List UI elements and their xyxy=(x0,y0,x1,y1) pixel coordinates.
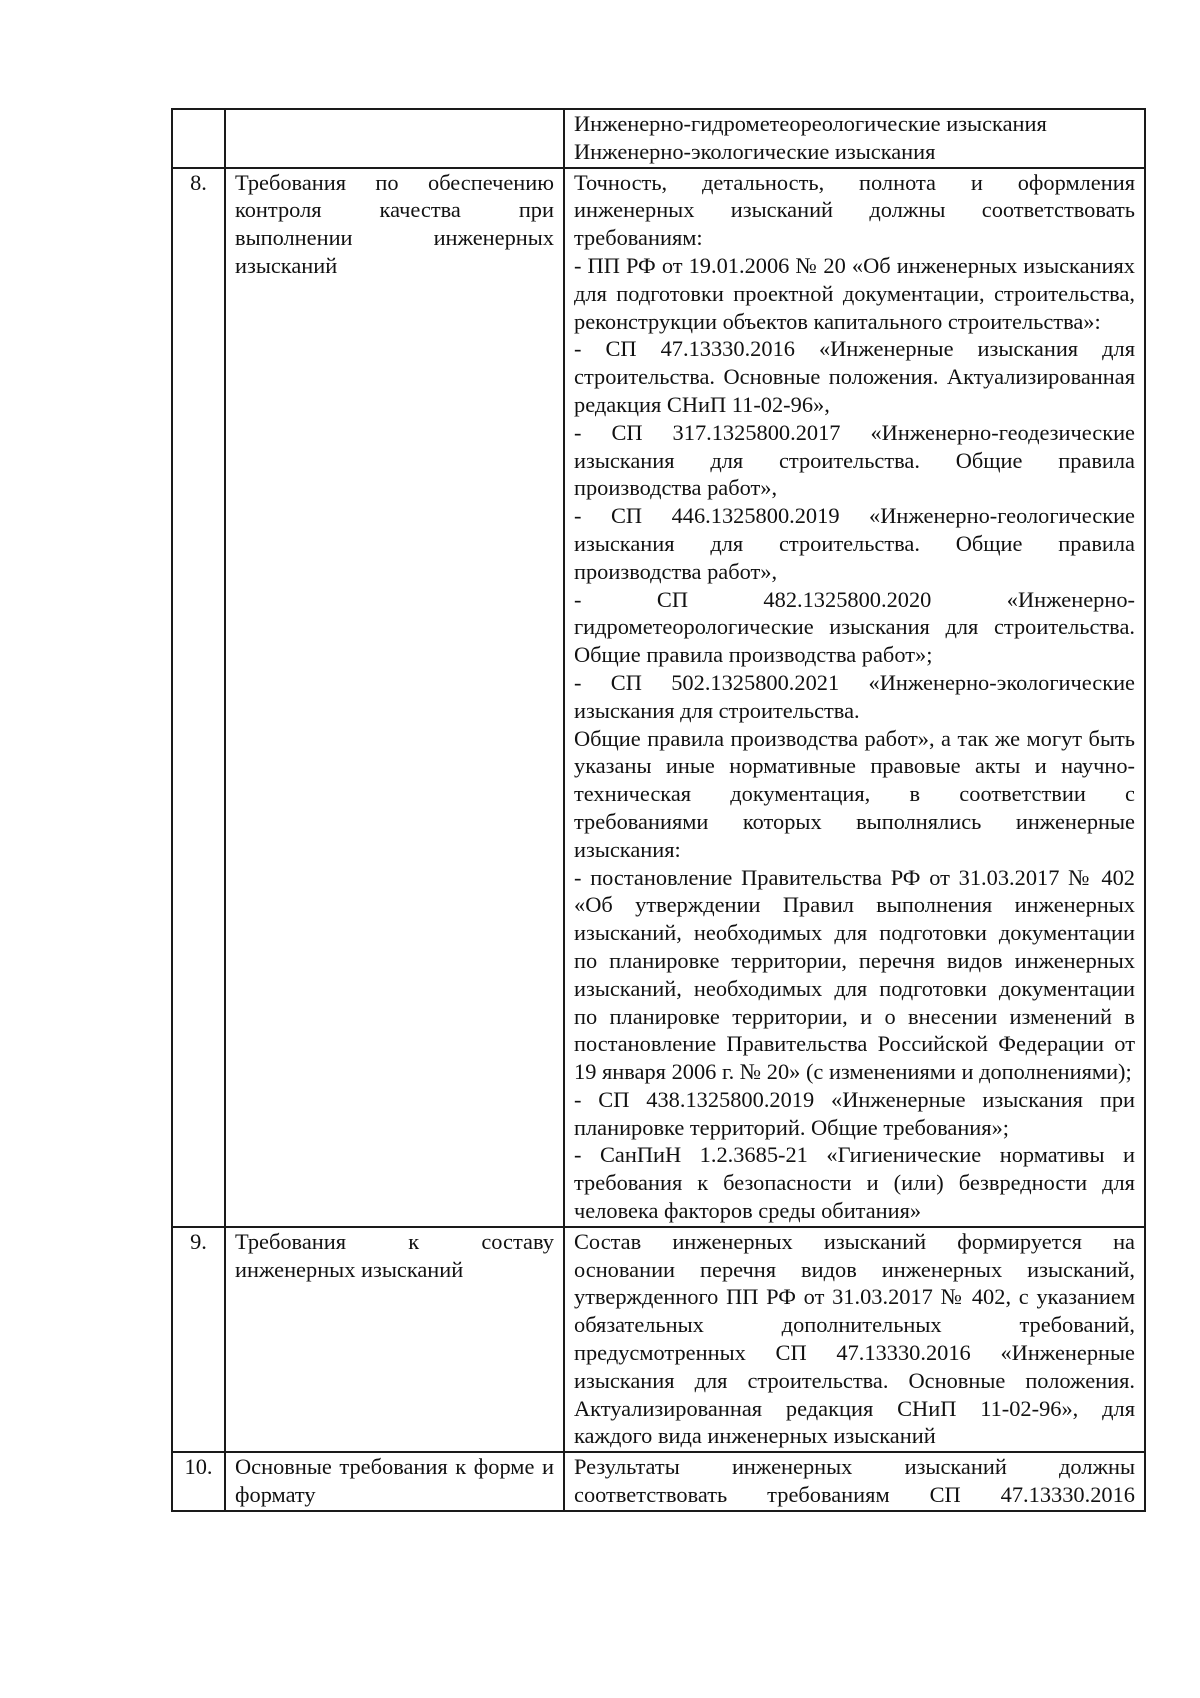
description-paragraph: Результаты инженерных изысканий должны соответствовать требованиям СП 47.13330.2016 xyxy=(574,1454,1135,1508)
description-paragraph: - СП 482.1325800.2020 «Инженерно-гидрометеорологические изыскания для строительства. Общие правила производства работ»; xyxy=(574,586,1135,668)
row-title-cell: Требования к составу инженерных изысканий xyxy=(225,1227,564,1452)
table-row-8 xyxy=(172,168,1145,1227)
table-row-10 xyxy=(172,1452,1145,1511)
description-paragraph: - СП 47.13330.2016 «Инженерные изыскания для строительства. Основные положения. Актуализированная редакция СНиП 11-02-96», xyxy=(574,336,1135,417)
requirements-table xyxy=(171,108,1146,1512)
row-number-cell xyxy=(172,109,225,168)
description-paragraph: Состав инженерных изысканий формируется на основании перечня видов инженерных изысканий, утвержденного ПП РФ от 31.03.2017 № 402, с указанием обязательных дополнительных требований, предусмотренных СП 47.13330.2016 «Инженерные изыскания для строительства. Основные положения. Актуализированная редакция СНиП 11-02-96», для каждого вида инженерных изысканий xyxy=(574,1228,1135,1449)
row-number-cell: 9. xyxy=(172,1227,225,1452)
description-paragraph: Общие правила производства работ», а так же могут быть указаны иные нормативные правовые акты и научно-техническая документация, в соответствии с требованиями которых выполнялись инженерные изыскания: xyxy=(574,725,1135,862)
description-paragraph: Точность, детальность, полнота и оформления инженерных изысканий должны соответствовать требованиям: xyxy=(574,169,1135,251)
description-paragraph: - СП 446.1325800.2019 «Инженерно-геологические изыскания для строительства. Общие правила производства работ», xyxy=(574,503,1135,584)
description-paragraph: Инженерно-экологические изыскания xyxy=(574,138,936,164)
description-paragraph: - ПП РФ от 19.01.2006 № 20 «Об инженерных изысканиях для подготовки проектной документации, строительства, реконструкции объектов капитального строительства»: xyxy=(574,252,1135,334)
row-title-cell: Требования по обеспечению контроля качества при выполнении инженерных изысканий xyxy=(225,168,564,1227)
row-number-cell: 8. xyxy=(172,168,225,1227)
description-paragraph: - СП 317.1325800.2017 «Инженерно-геодезические изыскания для строительства. Общие правила производства работ», xyxy=(574,419,1135,501)
row-title-cell: Основные требования к форме и формату xyxy=(225,1452,564,1511)
table-row-continuation xyxy=(172,109,1145,168)
row-description-cell xyxy=(564,168,1145,1227)
row-description-cell xyxy=(564,1227,1145,1452)
table-row-9 xyxy=(172,1227,1145,1452)
row-description-cell xyxy=(564,1452,1145,1511)
description-paragraph: - СП 438.1325800.2019 «Инженерные изыскания при планировке территорий. Общие требования»; xyxy=(574,1086,1135,1140)
description-paragraph: - СанПиН 1.2.3685-21 «Гигиенические нормативы и требования к безопасности и (или) безвредности для человека факторов среды обитания» xyxy=(574,1142,1135,1224)
description-paragraph: Инженерно-гидрометеореологические изыскания xyxy=(574,111,1047,136)
description-paragraph: - постановление Правительства РФ от 31.03.2017 № 402 «Об утверждении Правил выполнения инженерных изысканий, необходимых для подготовки документации по планировке территории, перечня видов инженерных изысканий, необходимых для подготовки документации по планировке территории, и о внесении изменений в постановление Правительства Российской Федерации от 19 января 2006 г. № 20» (с изменениями и дополнениями); xyxy=(574,864,1135,1085)
row-description-cell xyxy=(564,109,1145,168)
row-number-cell: 10. xyxy=(172,1452,225,1511)
row-title-cell xyxy=(225,109,564,168)
description-paragraph: - СП 502.1325800.2021 «Инженерно-экологические изыскания для строительства. xyxy=(574,669,1135,723)
